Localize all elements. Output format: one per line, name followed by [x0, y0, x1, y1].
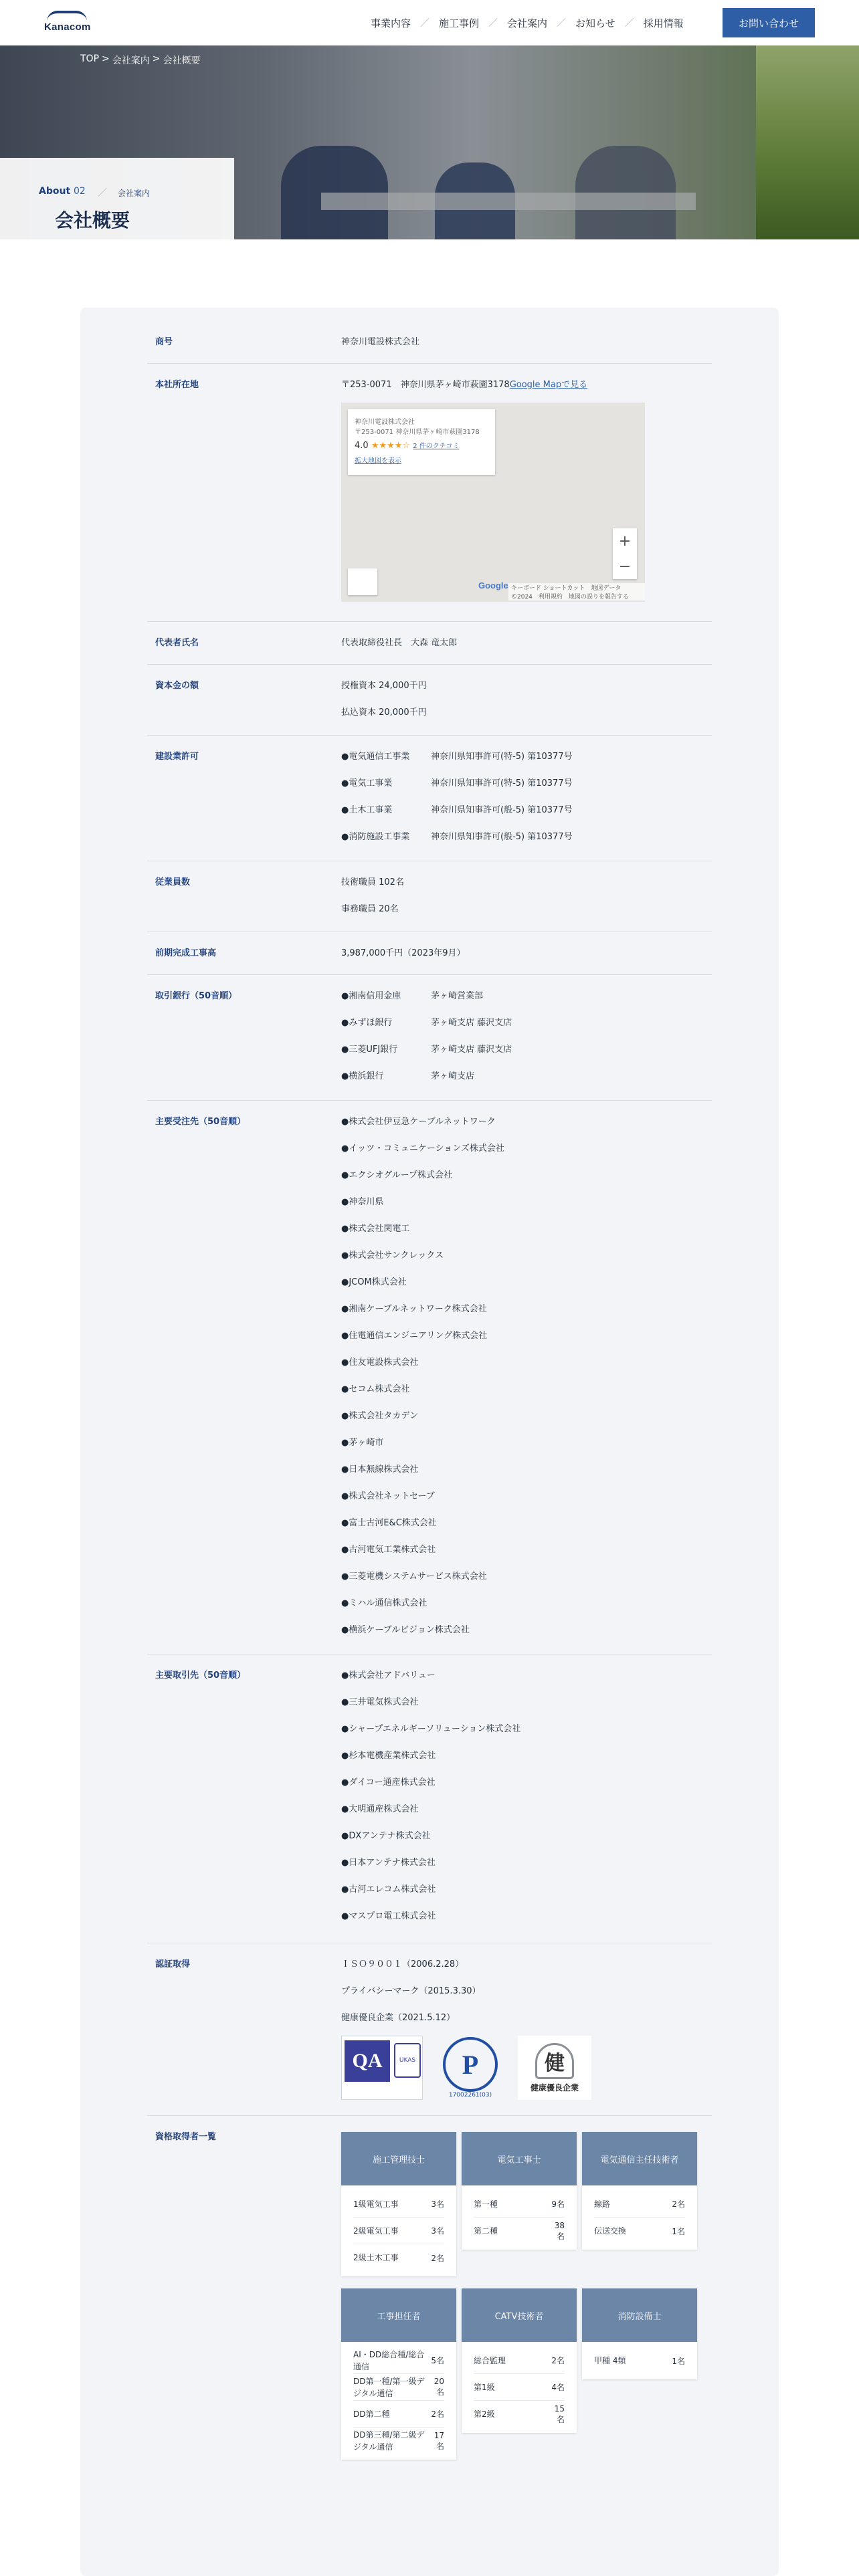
nav-separator: ／ — [420, 18, 430, 29]
privacy-mark-logo-icon — [440, 2036, 500, 2100]
qual-card — [341, 2132, 456, 2276]
page-title: 会社概要 — [55, 209, 130, 231]
bank-item — [341, 1037, 712, 1063]
label-address: 本社所在地 — [155, 380, 199, 390]
row-employees — [147, 861, 712, 932]
client-item: ●湘南ケーブルネットワーク株式会社 — [341, 1304, 487, 1314]
qual-name: AI・DD総合種/総合通信 — [353, 2349, 425, 2371]
value-banks — [341, 975, 712, 1090]
qual-row — [353, 2428, 444, 2454]
label-banks: 取引銀行（50音順） — [155, 991, 237, 1001]
qual-row — [474, 2347, 565, 2374]
map-rating-value: 4.0 — [355, 441, 369, 451]
row-qualifications — [147, 2116, 712, 2460]
qual-row — [474, 2374, 565, 2401]
qual-name: 2級土木工事 — [353, 2253, 399, 2262]
client-item: ●株式会社タカデン — [341, 1411, 419, 1421]
bank-name: ●みずほ銀行 — [341, 1018, 393, 1028]
supplier-item: ●古河エレコム株式会社 — [341, 1885, 436, 1895]
section-slash: ／ — [98, 188, 107, 199]
hero-photo-window — [756, 45, 859, 239]
qual-row — [594, 2218, 685, 2244]
qual-name: 1級電気工事 — [353, 2199, 399, 2209]
bank-branch: 茅ヶ崎支店 — [431, 1071, 475, 1081]
qual-name: 伝送交換 — [594, 2226, 627, 2236]
qual-card — [582, 2288, 697, 2379]
cert-item: ＩＳＯ９００１（2006.2.28） — [341, 1959, 464, 1969]
nav-separator: ／ — [557, 18, 567, 29]
map-stars-icon: ★★★★☆ — [371, 441, 411, 451]
bank-branch: 茅ヶ崎支店 藤沢支店 — [431, 1045, 512, 1055]
qual-name: DD第二種 — [353, 2409, 390, 2419]
nav-item-news[interactable]: お知らせ — [575, 17, 615, 29]
map-rating — [355, 440, 488, 451]
qual-name: 線路 — [594, 2199, 611, 2209]
supplier-item: ●株式会社アドバリュー — [341, 1671, 436, 1681]
qual-card-title: 消防設備士 — [582, 2288, 697, 2342]
zoom-in-icon[interactable]: + — [618, 532, 632, 550]
breadcrumb-sep: > — [102, 53, 110, 64]
client-item: ●三菱電機システムサービス株式会社 — [341, 1572, 487, 1582]
pmark-number: 17002261(03) — [448, 2092, 492, 2099]
bank-item — [341, 983, 712, 1010]
qual-name: 甲種 4類 — [594, 2356, 626, 2365]
qual-row — [353, 2347, 444, 2374]
row-representative — [147, 622, 712, 665]
label-trade-name: 商号 — [155, 337, 173, 347]
breadcrumb-top[interactable]: TOP — [80, 53, 100, 64]
qual-card — [462, 2288, 577, 2433]
row-capital — [147, 665, 712, 736]
qual-card-title: 施工管理技士 — [341, 2132, 456, 2185]
qual-count: 4名 — [551, 2383, 565, 2392]
google-logo: Google — [478, 580, 508, 591]
qual-card — [582, 2132, 697, 2250]
license-item — [341, 744, 712, 770]
nav-item-business[interactable]: 事業内容 — [371, 17, 411, 29]
site-header — [0, 0, 859, 45]
bank-item — [341, 1010, 712, 1037]
qual-row — [594, 2191, 685, 2218]
capital-paid: 払込資本 20,000千円 — [341, 708, 427, 718]
qual-row — [353, 2191, 444, 2218]
value-sales: 3,987,000千円（2023年9月） — [341, 948, 466, 958]
qual-count: 15名 — [554, 2403, 565, 2424]
about-number: 02 — [74, 186, 86, 197]
value-clients — [341, 1101, 712, 1644]
map-place-address: 〒253-0071 神奈川県茅ヶ崎市萩園3178 — [355, 429, 480, 436]
qa-mark: QA — [345, 2040, 390, 2082]
cert-item: 健康優良企業（2021.5.12） — [341, 2013, 456, 2023]
qual-count: 2名 — [672, 2199, 685, 2209]
qual-count: 2名 — [551, 2356, 565, 2365]
value-representative: 代表取締役社長 大森 竜太郎 — [341, 638, 458, 648]
supplier-item: ●大明通産株式会社 — [341, 1804, 419, 1814]
map-reviews-link[interactable]: 2 件のクチコミ — [413, 443, 460, 450]
nav-item-recruit[interactable]: 採用情報 — [643, 17, 684, 29]
client-item: ●株式会社サンクレックス — [341, 1251, 444, 1261]
nav-separator: ／ — [488, 18, 498, 29]
label-capital: 資本金の額 — [155, 681, 199, 691]
client-item: ●株式会社伊豆急ケーブルネットワーク — [341, 1117, 496, 1127]
label-sales: 前期完成工事高 — [155, 948, 217, 958]
qual-count: 9名 — [551, 2199, 565, 2209]
logo-text: Kanacom — [44, 21, 91, 33]
qual-count: 3名 — [431, 2199, 444, 2209]
ukas-mark: UKAS — [394, 2043, 421, 2078]
client-item: ●横浜ケーブルビジョン株式会社 — [341, 1625, 470, 1635]
qual-row — [353, 2244, 444, 2271]
license-type: ●電気通信工事業 — [341, 752, 410, 762]
label-license: 建設業許可 — [155, 752, 199, 762]
bank-name: ●横浜銀行 — [341, 1071, 384, 1081]
value-qualifications — [341, 2116, 712, 2460]
row-clients — [147, 1101, 712, 1654]
client-item: ●JCOM株式会社 — [341, 1277, 407, 1287]
qual-card-body — [462, 2342, 577, 2433]
value-trade-name: 神奈川電設株式会社 — [341, 337, 420, 347]
map-footer: キーボード ショートカット 地図データ ©2024 利用規約 地図の誤りを報告する — [508, 583, 645, 601]
breadcrumb — [80, 53, 200, 67]
qual-card-title: CATV技術者 — [462, 2288, 577, 2342]
qual-name: DD第一種/第一級デジタル通信 — [353, 2376, 425, 2398]
supplier-item: ●DXアンテナ株式会社 — [341, 1831, 431, 1841]
qual-count: 5名 — [431, 2356, 444, 2365]
company-overview-card — [80, 308, 779, 2576]
qual-name: 第一種 — [474, 2199, 498, 2209]
qual-card-body — [582, 2342, 697, 2379]
label-qualifications: 資格取得者一覧 — [155, 2132, 217, 2142]
breadcrumb-sep: > — [152, 53, 161, 64]
map-street-view-button[interactable] — [348, 568, 377, 595]
map-larger-link[interactable]: 拡大地図を表示 — [355, 457, 401, 465]
client-item: ●富士古河E&C株式会社 — [341, 1518, 437, 1528]
qual-count: 1名 — [672, 2356, 685, 2366]
license-type: ●土木工事業 — [341, 805, 393, 815]
breadcrumb-current: 会社概要 — [163, 56, 201, 66]
supplier-item: ●ダイコー通産株式会社 — [341, 1778, 436, 1788]
client-item: ●茅ヶ崎市 — [341, 1438, 384, 1448]
qual-card-title: 工事担任者 — [341, 2288, 456, 2342]
hero-photo-desk — [321, 193, 696, 210]
capital-authorized: 授権資本 24,000千円 — [341, 681, 427, 691]
bank-name: ●湘南信用金庫 — [341, 991, 401, 1001]
client-item: ●エクシオグループ株式会社 — [341, 1170, 453, 1180]
row-sales — [147, 932, 712, 975]
logo-arc-icon — [47, 11, 87, 21]
row-license — [147, 736, 712, 861]
license-item — [341, 797, 712, 824]
iso-qa-logo-icon — [341, 2036, 423, 2100]
company-logo[interactable] — [44, 9, 99, 36]
license-type: ●消防施設工事業 — [341, 832, 410, 842]
map-place-name: 神奈川電設株式会社 — [355, 419, 415, 426]
nav-separator: ／ — [624, 18, 634, 29]
client-item: ●ミハル通信株式会社 — [341, 1598, 427, 1608]
qual-name: 2級電気工事 — [353, 2226, 399, 2236]
qual-name: 総合監理 — [474, 2355, 506, 2365]
value-address — [341, 364, 712, 602]
address-text: 〒253-0071 神奈川県茅ヶ崎市萩園3178 — [341, 380, 510, 390]
value-suppliers — [341, 1654, 712, 1930]
row-address — [147, 364, 712, 622]
qual-card — [462, 2132, 577, 2250]
supplier-item: ●シャープエネルギーソリューション株式会社 — [341, 1724, 521, 1734]
qual-count: 2名 — [431, 2253, 444, 2263]
section-subtitle: 会社案内 — [118, 189, 151, 198]
map-zoom-controls — [613, 528, 637, 579]
supplier-item: ●杉本電機産業株式会社 — [341, 1751, 436, 1761]
breadcrumb-company[interactable]: 会社案内 — [112, 56, 150, 66]
section-label — [39, 186, 86, 197]
kenko-text: 健康優良企業 — [530, 2082, 579, 2092]
bank-item — [341, 1063, 712, 1090]
hero-title-box — [0, 158, 234, 239]
qual-row — [353, 2374, 444, 2401]
qual-row — [353, 2401, 444, 2428]
license-number: 神奈川県知事許可(特-5) 第10377号 — [431, 778, 573, 788]
bank-branch: 茅ヶ崎支店 藤沢支店 — [431, 1018, 512, 1028]
about-text: About — [39, 186, 71, 197]
client-item: ●住電通信エンジニアリング株式会社 — [341, 1331, 488, 1341]
client-item: ●イッツ・コミュニケーションズ株式会社 — [341, 1144, 504, 1154]
qual-card-body — [341, 2342, 456, 2460]
license-item — [341, 824, 712, 851]
qual-count: 2名 — [431, 2409, 444, 2419]
qual-card-body — [582, 2185, 697, 2250]
employees-office: 事務職員 20名 — [341, 904, 399, 914]
qual-count: 38名 — [554, 2220, 565, 2241]
qual-name: DD第三種/第二級デジタル通信 — [353, 2430, 425, 2452]
google-map-link[interactable]: Google Mapで見る — [509, 380, 588, 390]
zoom-out-icon[interactable]: − — [618, 558, 632, 575]
qual-row — [474, 2401, 565, 2428]
client-item: ●セコム株式会社 — [341, 1384, 410, 1394]
qual-name: 第1級 — [474, 2382, 495, 2392]
kenko-symbol: 健 — [535, 2043, 574, 2079]
qual-card-body — [341, 2185, 456, 2276]
label-employees: 従業員数 — [155, 877, 191, 887]
embedded-map[interactable] — [341, 403, 645, 602]
qual-name: 第2級 — [474, 2409, 495, 2419]
cert-logos — [341, 2036, 712, 2100]
label-representative: 代表者氏名 — [155, 638, 199, 648]
supplier-item: ●マスプロ電工株式会社 — [341, 1911, 436, 1921]
value-certifications — [341, 1943, 712, 2100]
bank-branch: 茅ヶ崎営業部 — [431, 991, 484, 1001]
row-trade-name — [147, 321, 712, 364]
qual-row — [594, 2347, 685, 2374]
employees-technical: 技術職員 102名 — [341, 877, 404, 887]
qual-count: 17名 — [434, 2430, 444, 2451]
client-item: ●株式会社関電工 — [341, 1224, 410, 1234]
qualification-grid — [341, 2124, 712, 2460]
value-license — [341, 736, 712, 851]
client-item: ●古河電気工業株式会社 — [341, 1545, 436, 1555]
qual-count: 1名 — [672, 2226, 685, 2236]
supplier-item: ●日本アンテナ株式会社 — [341, 1858, 436, 1868]
value-employees — [341, 861, 712, 923]
contact-button[interactable]: お問い合わせ — [723, 8, 815, 37]
cert-item: プライバシーマーク（2015.3.30） — [341, 1986, 481, 1996]
row-certifications — [147, 1943, 712, 2116]
client-item: ●日本無線株式会社 — [341, 1465, 419, 1475]
qual-count: 3名 — [431, 2226, 444, 2236]
label-clients: 主要受注先（50音順） — [155, 1117, 246, 1127]
qual-row — [353, 2218, 444, 2244]
license-number: 神奈川県知事許可(般-5) 第10377号 — [431, 832, 573, 842]
license-item — [341, 770, 712, 797]
map-place-card — [348, 409, 495, 475]
client-item: ●住友電設株式会社 — [341, 1358, 419, 1368]
main-nav — [367, 0, 688, 45]
qual-card-title: 電気工事士 — [462, 2132, 577, 2185]
qual-count: 20名 — [434, 2377, 444, 2397]
client-item: ●株式会社ネットセーブ — [341, 1491, 435, 1501]
supplier-item: ●三井電気株式会社 — [341, 1697, 419, 1707]
client-item: ●神奈川県 — [341, 1197, 384, 1207]
company-info-table — [147, 321, 712, 2460]
qual-card-body — [462, 2185, 577, 2250]
bank-name: ●三菱UFJ銀行 — [341, 1045, 398, 1055]
hero-banner — [0, 45, 859, 239]
qual-row — [474, 2191, 565, 2218]
qual-card — [341, 2288, 456, 2460]
label-certifications: 認証取得 — [155, 1959, 191, 1969]
nav-item-cases[interactable]: 施工事例 — [439, 17, 480, 29]
nav-item-company[interactable]: 会社案内 — [507, 17, 548, 29]
license-type: ●電気工事業 — [341, 778, 393, 788]
qual-name: 第二種 — [474, 2226, 498, 2236]
value-capital — [341, 665, 712, 726]
label-suppliers: 主要取引先（50音順） — [155, 1671, 246, 1681]
qual-card-title: 電気通信主任技術者 — [582, 2132, 697, 2185]
kenko-logo-icon — [518, 2036, 591, 2100]
row-banks — [147, 975, 712, 1101]
qual-row — [474, 2218, 565, 2244]
pmark-symbol: P — [443, 2037, 498, 2092]
row-suppliers — [147, 1654, 712, 1943]
license-number: 神奈川県知事許可(特-5) 第10377号 — [431, 752, 573, 762]
license-number: 神奈川県知事許可(般-5) 第10377号 — [431, 805, 573, 815]
